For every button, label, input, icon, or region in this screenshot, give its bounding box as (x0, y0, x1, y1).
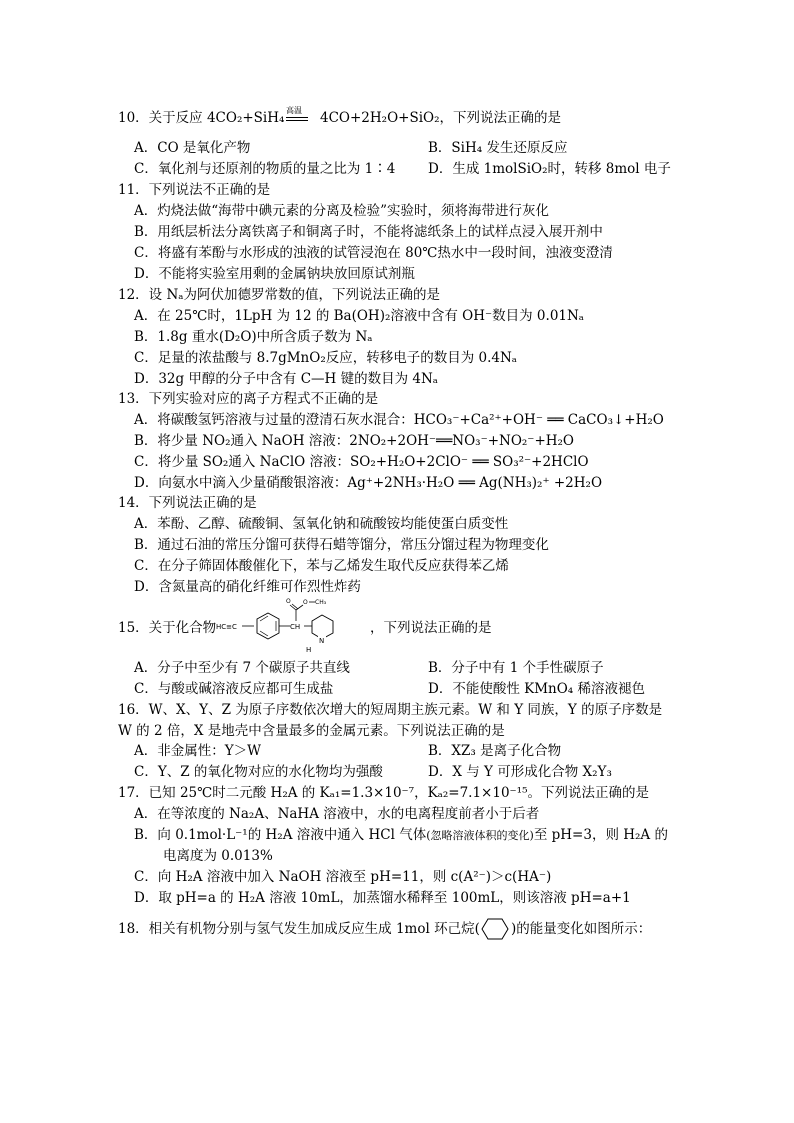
q11-option-a: A．灼烧法做“海带中碘元素的分离及检验”实验时，须将海带进行灰化 (134, 203, 550, 219)
q12-option-b: B．1.8g 重水(D₂O)中所含质子数为 Nₐ (134, 329, 373, 345)
q17-option-b-part1: B．向 0.1mol·L⁻¹的 H₂A 溶液中通入 HCl 气体 (134, 827, 427, 843)
q11-option-d: D．不能将实验室用剩的金属钠块放回原试剂瓶 (134, 266, 415, 282)
q16-stem-line2: W 的 2 倍，X 是地壳中含量最多的金属元素。下列说法正确的是 (118, 723, 505, 739)
q11-option-c: C．将盛有苯酚与水形成的浊液的试管浸泡在 80℃热水中一段时间，浊液变澄清 (134, 245, 613, 261)
q15-option-c: C．与酸或碱溶液反应都可生成盐 (134, 681, 334, 697)
q10-equals-bar-bottom (286, 120, 308, 121)
q13-option-b: B．将少量 NO₂通入 NaOH 溶液：2NO₂+2OH⁻══NO₃⁻+NO₂⁻+H₂O (134, 433, 575, 449)
q15-bond-ester-o (296, 605, 303, 610)
q17-option-a: A．在等浓度的 Na₂A、NaHA 溶液中，水的电离程度前者小于后者 (134, 806, 540, 822)
q10-stem-part-a: 10．关于反应 4CO₂+SiH₄ (118, 110, 285, 126)
q12-stem: 12．设 Nₐ为阿伏加德罗常数的值，下列说法正确的是 (118, 287, 440, 303)
q17-stem: 17．已知 25℃时二元酸 H₂A 的 Kₐ₁=1.3×10⁻⁷，Kₐ₂=7.1×10⁻¹⁵。下列说法正确的是 (118, 785, 649, 801)
q18-stem-part-a: 18．相关有机物分别与氢气发生加成反应生成 1mol 环己烷( (118, 921, 480, 937)
q16-option-d: D．X 与 Y 可形成化合物 X₂Y₃ (428, 764, 612, 780)
q10-option-c: C．氧化剂与还原剂的物质的量之比为 1∶4 (134, 161, 396, 177)
q15-struct-alkyne-label: HC≡C (216, 623, 237, 631)
q16-option-c: C．Y、Z 的氧化物对应的水化物均为强酸 (134, 764, 383, 780)
q10-equals-bar-top (286, 117, 308, 118)
q17-option-b-continued: 电离度为 0.013% (163, 848, 273, 864)
q15-struct-carbonyl-o: O (286, 598, 291, 605)
q15-option-a: A．分子中至少有 7 个碳原子共直线 (134, 660, 350, 676)
q12-option-a: A．在 25℃时，1LpH 为 12 的 Ba(OH)₂溶液中含有 OH⁻数目为 0.01Nₐ (134, 308, 585, 324)
q12-option-c: C．足量的浓盐酸与 8.7gMnO₂反应，转移电子的数目为 0.4Nₐ (134, 350, 518, 366)
q13-option-a: A．将碳酸氢钙溶液与过量的澄清石灰水混合：HCO₃⁻+Ca²⁺+OH⁻ ══ CaCO₃↓+H₂O (134, 412, 664, 428)
q15-piperidine-ring (312, 615, 333, 639)
q12-option-d: D．32g 甲醇的分子中含有 C—H 键的数目为 4Nₐ (134, 371, 439, 387)
q10-stem-part-b: 4CO+2H₂O+SiO₂，下列说法正确的是 (320, 110, 561, 126)
q14-option-c: C．在分子筛固体酸催化下，苯与乙烯发生取代反应获得苯乙烯 (134, 558, 509, 574)
q14-option-d: D．含氮量高的硝化纤维可作烈性炸药 (134, 579, 361, 595)
q17-option-b (134, 825, 668, 846)
q15-option-d: D．不能使酸性 KMnO₄ 稀溶液褪色 (428, 681, 645, 697)
q13-option-d: D．向氨水中滴入少量硝酸银溶液：Ag⁺+2NH₃·H₂O ══ Ag(NH₃)₂⁺ +2H₂O (134, 475, 603, 491)
q15-struct-h: H (306, 646, 312, 654)
q16-stem-line1: 16．W、X、Y、Z 为原子序数依次增大的短周期主族元素。W 和 Y 同族，Y 的原子序数是 (118, 702, 663, 718)
q10-option-a: A．CO 是氧化产物 (134, 140, 251, 156)
q10-condition: 高温 (286, 106, 302, 115)
cyclohexane-ring (482, 919, 508, 939)
q10-option-b: B．SiH₄ 发生还原反应 (428, 140, 568, 156)
q16-option-a: A．非金属性：Y＞W (134, 743, 262, 759)
q15-structure-diagram (214, 596, 370, 654)
q16-option-b: B．XZ₃ 是离子化合物 (428, 743, 562, 759)
cyclohexane-icon (480, 917, 510, 941)
q15-option-b: B．分子中有 1 个手性碳原子 (428, 660, 604, 676)
q10-option-d: D．生成 1molSiO₂时，转移 8mol 电子 (428, 161, 671, 177)
q17-option-b-note: (忽略溶液体积的变化) (426, 829, 534, 842)
q14-option-a: A．苯酚、乙醇、硫酸铜、氢氧化钠和硫酸铵均能使蛋白质变性 (134, 516, 509, 532)
q15-struct-n: N (319, 637, 325, 645)
q15-struct-ch-label: CH (290, 623, 301, 631)
q11-stem: 11．下列说法不正确的是 (118, 182, 271, 198)
q15-stem-part-b: ，下列说法正确的是 (370, 620, 492, 636)
q13-option-c: C．将少量 SO₂通入 NaClO 溶液：SO₂+H₂O+2ClO⁻ ══ SO₃²⁻+2HClO (134, 454, 589, 470)
q15-stem-part-a: 15．关于化合物 (118, 620, 217, 636)
q18-stem-part-b: )的能量变化如图所示： (511, 921, 652, 937)
q15-carbonyl-bond-b (292, 604, 298, 609)
q15-struct-ester-o: O (303, 599, 308, 606)
q10-stem (118, 108, 284, 128)
q14-stem: 14．下列说法正确的是 (118, 495, 257, 511)
q11-option-b: B．用纸层析法分离铁离子和铜离子时，不能将滤纸条上的试样点浸入展开剂中 (134, 224, 603, 240)
q17-option-d: D．取 pH=a 的 H₂A 溶液 10mL，加蒸馏水稀释至 100mL，则该溶液 pH=a+1 (134, 890, 631, 906)
q15-struct-methyl: CH₃ (315, 599, 327, 606)
q14-option-b: B．通过石油的常压分馏可获得石蜡等馏分，常压分馏过程为物理变化 (134, 537, 549, 553)
q17-option-b-part2: 至 pH=3，则 H₂A 的 (533, 827, 668, 843)
q17-option-c: C．向 H₂A 溶液中加入 NaOH 溶液至 pH=11，则 c(A²⁻)＞c(HA⁻) (134, 869, 552, 885)
q15-carbonyl-bond-a (290, 605, 296, 610)
q13-stem: 13．下列实验对应的离子方程式不正确的是 (118, 391, 379, 407)
